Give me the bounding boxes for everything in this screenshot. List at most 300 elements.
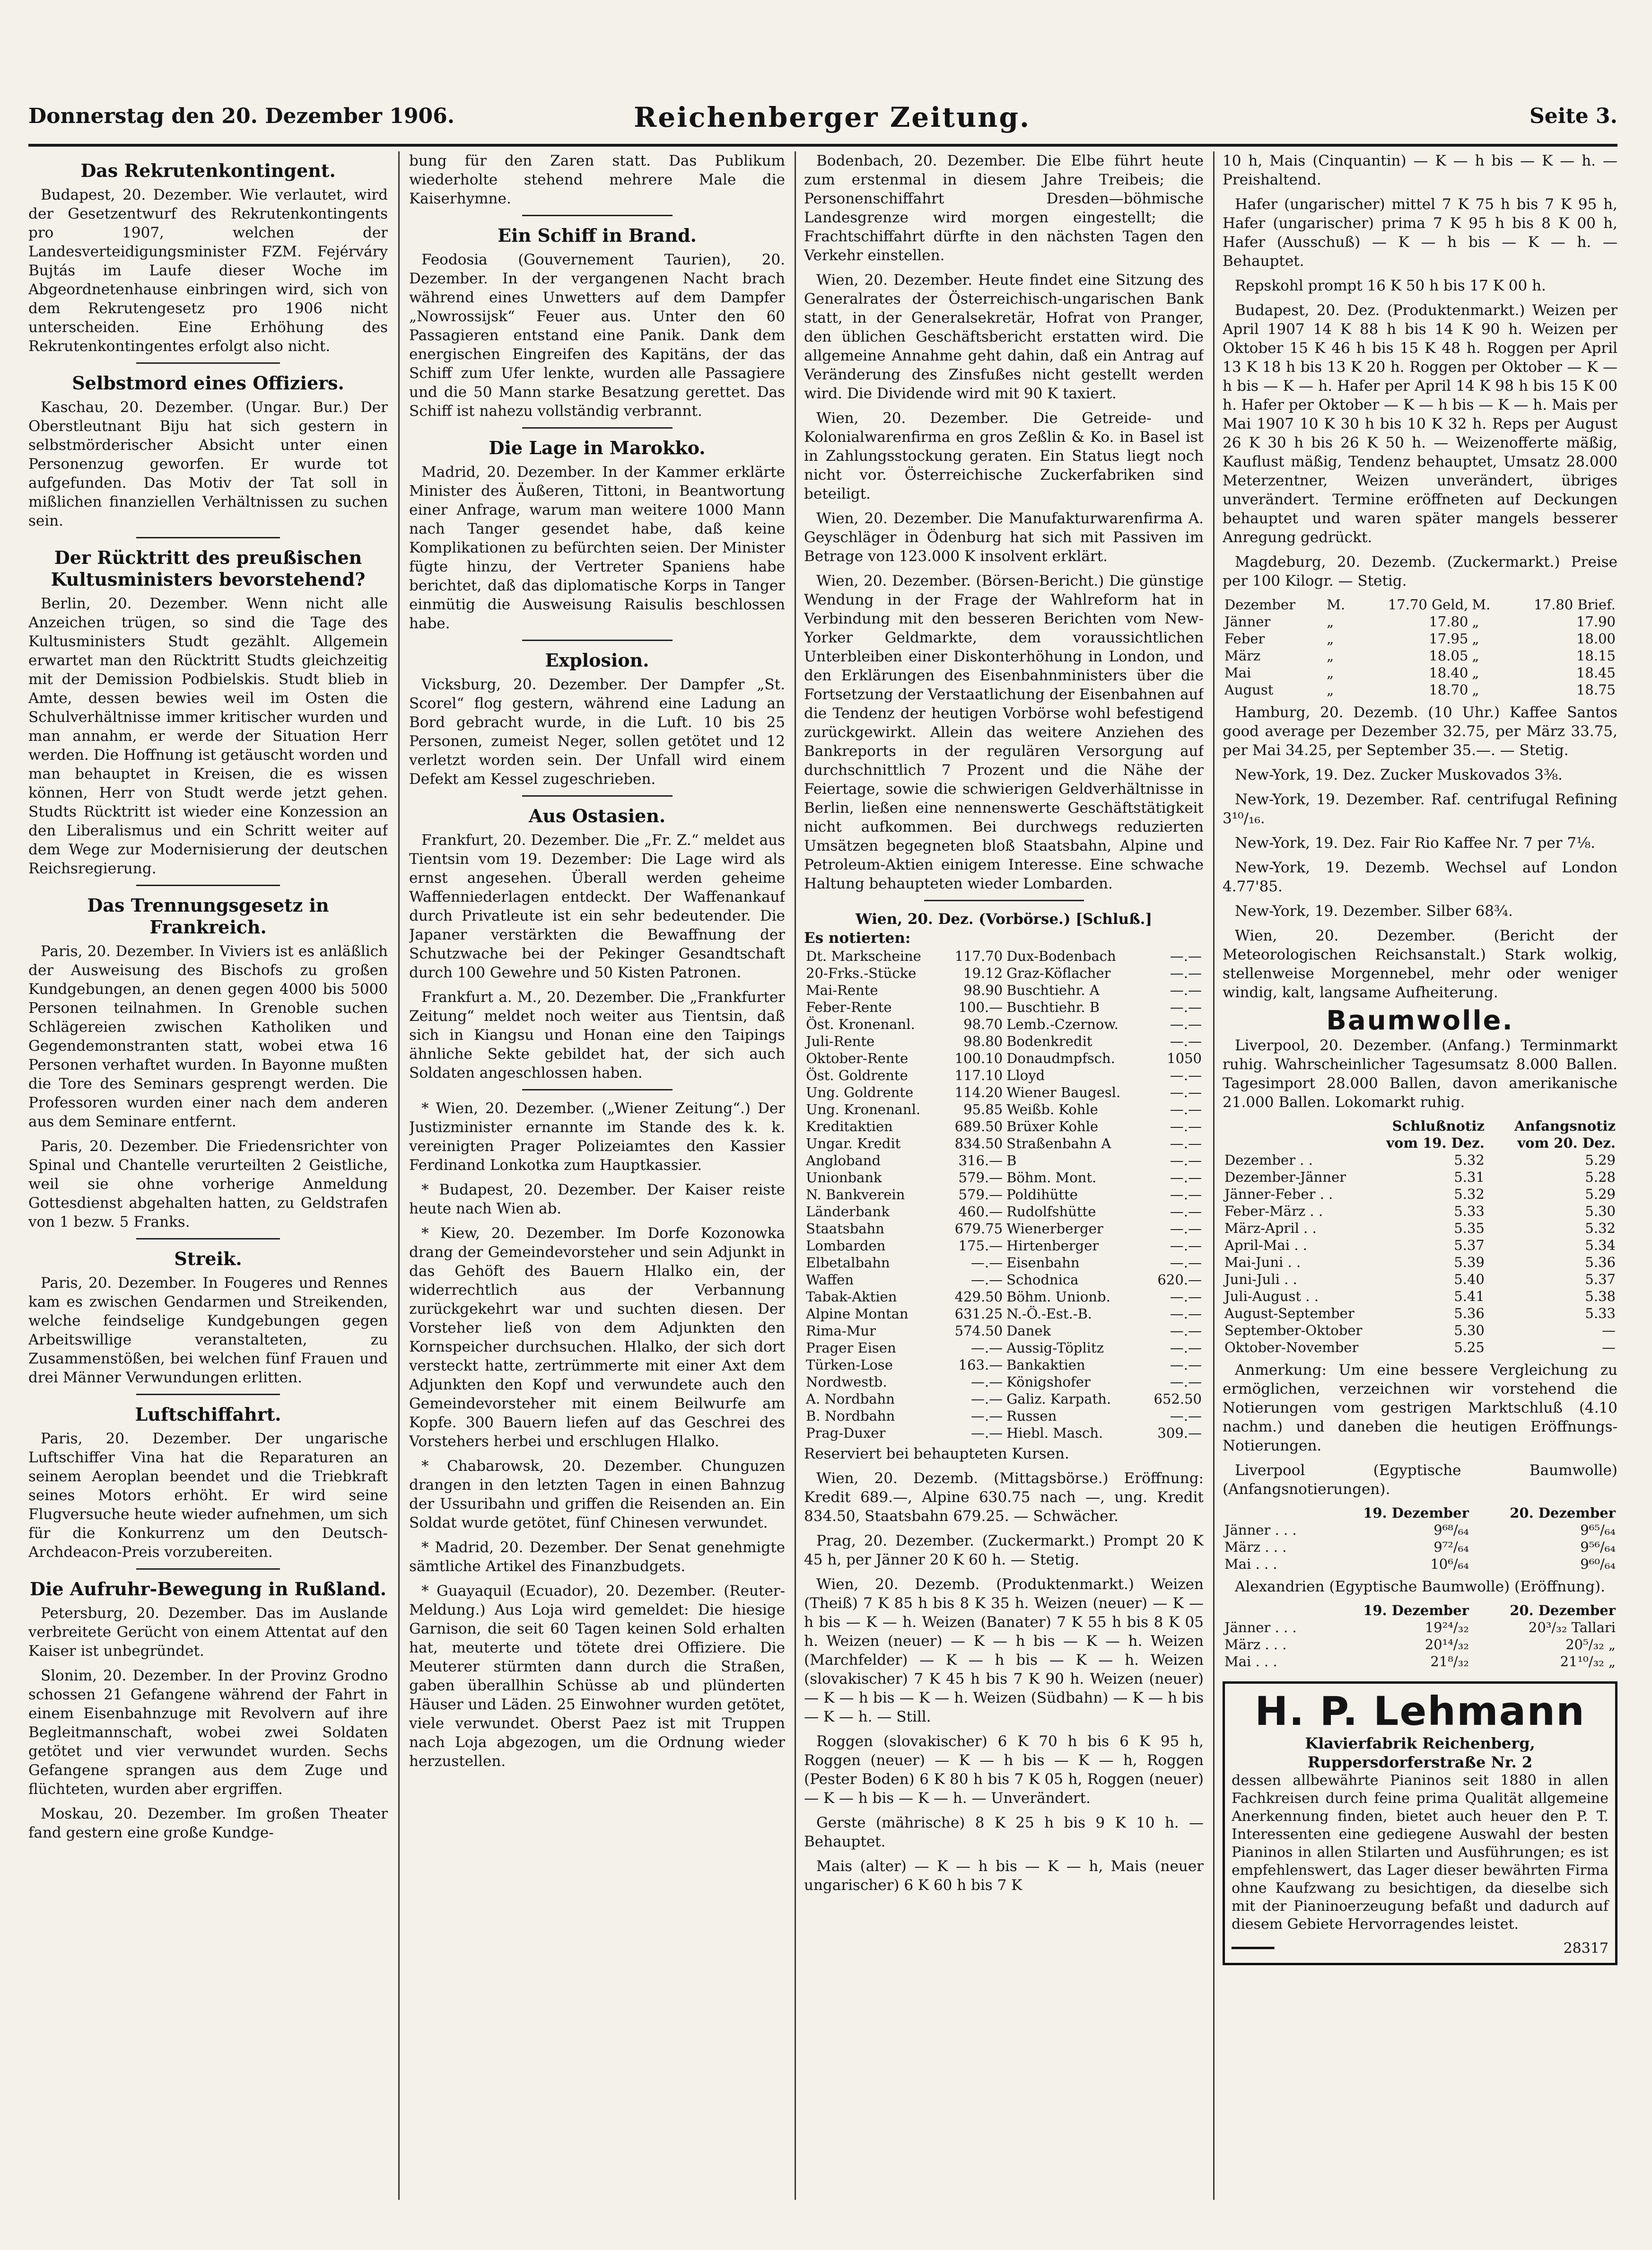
table-cell: 5.30 xyxy=(1585,1203,1616,1219)
separator xyxy=(136,362,280,364)
table-cell: 20¹⁴/₃₂ xyxy=(1425,1636,1469,1652)
stock-quote-row xyxy=(804,948,1204,965)
table-cell: Bankaktien xyxy=(1006,1357,1085,1373)
table-cell: —.— xyxy=(1170,1221,1202,1237)
stock-quote-row xyxy=(804,1101,1204,1118)
alexandria-cotton-row xyxy=(1223,1619,1617,1636)
stock-quote-row xyxy=(804,1407,1204,1424)
article-text: Vicksburg, 20. Dezember. Der Dampfer „St. Scorel“ flog gestern, während eine Ladung an Bord gebracht wurde, in die Luft. 10 bis 25 Personen, zumeist Neger, sollen getötet und 12 verletzt worden sein. Der Unfall wird einem Defekt am Kessel zugeschrieben. xyxy=(409,676,785,788)
table-cell: —.— xyxy=(970,1255,1003,1271)
article-text: Paris, 20. Dezember. In Viviers ist es anläßlich der Ausweisung des Bischofs zu großen Kundgebungen, an denen gegen 4000 bis 5000 Personen teilnahmen. In Grenoble suchen Schlägereien zwischen Katholiken und Gegendemonstranten statt, wobei etwa 16 Personen verhaftet wurden. In Bayonne mußten die Tore des Seminars gesprengt werden. Die Professoren wurden einer nach dem anderen aus dem Seminare entfernt. xyxy=(28,943,388,1130)
table-cell: 21¹⁰/₃₂ „ xyxy=(1560,1653,1616,1670)
table-cell: 579.— xyxy=(958,1187,1003,1203)
table-cell: 163.— xyxy=(958,1357,1003,1373)
article-text: Roggen (slovakischer) 6 K 70 h bis 6 K 95 h, Roggen (neuer) — K — h bis — K — h, Roggen (Pester Boden) 6 K 80 h bis 7 K 05 h, Roggen (neuer) — K — h bis — K — h. — Unverändert. xyxy=(804,1733,1204,1807)
table-cell: 17.70 Geld, xyxy=(1388,597,1468,613)
table-cell: Böhm. Unionb. xyxy=(1006,1289,1110,1305)
table-cell: —.— xyxy=(1170,948,1202,964)
table-cell: 117.10 xyxy=(954,1067,1003,1083)
table-cell: Dezember xyxy=(1224,597,1295,613)
quote-table-subtitle: Es notierten: xyxy=(804,930,911,947)
article-text: * Chabarowsk, 20. Dezember. Chunguzen drangen in den letzten Tagen in einen Bahnzug der Ussuribahn und griffen die Reisenden an. Ein Soldat wurde getötet, fünf Chinesen verwundet. xyxy=(409,1458,785,1531)
stock-quote-row xyxy=(804,1152,1204,1169)
table-cell: —.— xyxy=(1170,1408,1202,1424)
table-cell: 5.29 xyxy=(1585,1186,1616,1202)
table-cell: Aussig-Töplitz xyxy=(1006,1340,1104,1356)
table-cell: 460.— xyxy=(958,1204,1003,1220)
table-cell: 5.35 xyxy=(1454,1220,1485,1236)
article-text: * Kiew, 20. Dezember. Im Dorfe Kozonowka drang der Gemeindevorsteher und sein Adjunkt in das Gehöft des Bauern Hlalko ein, der widerrechtlich aus der Verbannung zurückgekehrt war und suchten diesen. Der Vorsteher ließ von dem Adjunkten den Kornspeicher durchsuchen. Hlalko, der sich dort versteckt hatte, zertrümmerte mit einer Axt dem Adjunkten den Kopf und verwundete auch den Gemeindevorsteher mit einem Beilwurfe am Kopfe. 300 Bauern liefen auf das Geschrei des Vorstehers herbei und erschlugen Hlalko. xyxy=(409,1225,785,1450)
table-cell: —.— xyxy=(1170,1016,1202,1032)
separator xyxy=(136,1394,280,1395)
article-text: Kaschau, 20. Dezember. (Ungar. Bur.) Der Oberstleutnant Biju hat sich gestern in selbstmörderischer Absicht unter einen Personenzug geworfen. Er wurde tot aufgefunden. Das Motiv der Tat soll in mißlichen finanziellen Verhältnissen zu suchen sein. xyxy=(28,399,388,529)
table-cell: 5.33 xyxy=(1454,1203,1485,1219)
table-cell: Tabak-Aktien xyxy=(806,1289,897,1305)
article-title: Die Aufruhr-Bewegung in Rußland. xyxy=(30,1578,386,1600)
table-cell: 309.— xyxy=(1157,1425,1202,1441)
section-title: Baumwolle. xyxy=(1326,1005,1514,1036)
table-cell: 20³/₃₂ Tallari xyxy=(1528,1619,1616,1635)
header-rule xyxy=(28,144,1617,147)
table-cell: 98.70 xyxy=(963,1016,1003,1032)
egypt-cotton-row xyxy=(1223,1521,1617,1538)
article-text: * Wien, 20. Dezember. („Wiener Zeitung“.) Der Justizminister ernannte im Stande des k. k. vereinigten Prager Polizeiamtes den Kassier Ferdinand Lonkotka zum Hauptkassier. xyxy=(409,1100,785,1174)
table-header-cell: Anfangsnotiz vom 20. Dez. xyxy=(1514,1118,1616,1151)
table-cell: August xyxy=(1224,682,1274,698)
table-cell: —.— xyxy=(970,1408,1003,1424)
alexandria-cotton-row xyxy=(1223,1636,1617,1653)
table-cell: Brüxer Kohle xyxy=(1006,1118,1099,1134)
table-cell: Mai-Juni . . xyxy=(1224,1254,1301,1270)
stock-quote-row xyxy=(804,1186,1204,1203)
article-text: Paris, 20. Dezember. Der ungarische Luftschiffer Vina hat die Reparaturen an seinem Aeroplan beendet und die Triebkraft seines Motors erhöht. Er wird seine Flugversuche heute wieder aufnehmen, um sich für die Konkurrenz um den Deutsch-Archdeacon-Preis vorzubereiten. xyxy=(28,1430,388,1561)
separator xyxy=(136,1568,280,1570)
table-cell: „ xyxy=(1327,631,1334,647)
table-cell: B xyxy=(1006,1152,1017,1169)
table-cell: 429.50 xyxy=(954,1289,1003,1305)
table-cell: —.— xyxy=(1170,1306,1202,1322)
sugar-price-row xyxy=(1223,647,1617,664)
table-cell: —.— xyxy=(1170,1101,1202,1117)
table-cell: „ xyxy=(1327,682,1334,698)
ad-code: 28317 xyxy=(1563,1940,1608,1957)
table-cell: 5.32 xyxy=(1454,1186,1485,1202)
table-cell: Lemb.-Czernow. xyxy=(1006,1016,1119,1032)
table-cell: Dux-Bodenbach xyxy=(1006,948,1116,964)
column-divider xyxy=(1213,151,1215,2200)
table-cell: März xyxy=(1224,648,1261,664)
table-cell: — xyxy=(1602,1339,1616,1355)
table-cell: 9⁵⁶/₆₄ xyxy=(1580,1539,1616,1555)
table-cell: —.— xyxy=(1170,1169,1202,1186)
table-cell: 5.32 xyxy=(1585,1220,1616,1236)
table-cell: 5.37 xyxy=(1454,1237,1485,1253)
table-cell: 98.90 xyxy=(963,982,1003,998)
stock-quote-row xyxy=(804,1033,1204,1050)
table-cell: 10⁶/₆₄ xyxy=(1430,1556,1469,1572)
table-cell: 574.50 xyxy=(954,1323,1003,1339)
stock-quote-row xyxy=(804,1118,1204,1135)
table-cell: 100.— xyxy=(958,999,1003,1015)
table-cell: Rima-Mur xyxy=(806,1323,876,1339)
article-title: Die Lage in Marokko. xyxy=(489,437,706,458)
table-cell: Böhm. Mont. xyxy=(1006,1169,1097,1186)
cotton-price-row xyxy=(1223,1288,1617,1305)
stock-quote-row xyxy=(804,1339,1204,1356)
table-cell: N. Bankverein xyxy=(806,1187,905,1203)
table-cell: „ xyxy=(1472,631,1479,647)
article-text: Paris, 20. Dezember. In Fougeres und Rennes kam es zwischen Gendarmen und Streikenden, welche feindselige Kundgebungen gegen Arbeitswillige veranstalteten, zu Zusammenstößen, bei welchen fünf Frauen und drei Männer Verwundungen erlitten. xyxy=(28,1274,388,1386)
table-cell: 5.39 xyxy=(1454,1254,1485,1270)
table-cell: 5.31 xyxy=(1454,1169,1485,1185)
stock-quote-row xyxy=(804,965,1204,982)
alexandria-cotton-table xyxy=(1223,1602,1617,1670)
issue-date: Donnerstag den 20. Dezember 1906. xyxy=(28,104,455,128)
table-cell: 18.40 xyxy=(1429,665,1468,681)
table-cell: Juli-Rente xyxy=(806,1033,875,1049)
table-cell: 9⁷²/₆₄ xyxy=(1433,1539,1469,1555)
stock-quote-table xyxy=(804,948,1204,1441)
table-cell: —.— xyxy=(1170,982,1202,998)
stock-quote-row xyxy=(804,1084,1204,1101)
table-cell: —.— xyxy=(970,1340,1003,1356)
article-text: Hamburg, 20. Dezemb. (10 Uhr.) Kaffee Santos good average per Dezember 32.75, per März 33.75, per Mai 34.25, per September 35.—. — Stetig. xyxy=(1223,704,1617,759)
table-cell: Graz-Köflacher xyxy=(1006,965,1111,981)
table-cell: Feber-Rente xyxy=(806,999,892,1015)
ad-text: dessen allbewährte Pianinos seit 1880 in allen Fachkreisen durch feine prima Qualität allgemeine Anerkennung finden, bietet auch heuer den P. T. Interessenten eine gediegene Auswahl der besten Pianinos in allen Stilarten und Ausführungen; es ist empfehlenswert, das Lager dieser bewährten Firma ohne Kaufzwang zu besichtigen, da dieselbe sich mit der Pianinoerzeugung befaßt und dadurch auf diesem Gebiete Hervorragendes leistet. xyxy=(1232,1772,1608,1933)
article-text: * Guayaquil (Ecuador), 20. Dezember. (Reuter-Meldung.) Aus Loja wird gemeldet: Die hiesige Garnison, die seit 60 Tagen keinen Sold erhalten hat, meuterte und tötete drei Offiziere. Die Meuterer stürmten dann durch die Straßen, gaben überallhin Schüsse ab und plünderten Häuser und Läden. 25 Einwohner wurden getötet, viele verwundet. Oberst Paez ist mit Truppen nach Loja abgezogen, um die Ordnung wieder herzustellen. xyxy=(409,1582,785,1770)
article-text: Liverpool (Egyptische Baumwolle) (Anfangsnotierungen). xyxy=(1223,1462,1617,1498)
article-text: Moskau, 20. Dezember. Im großen Theater fand gestern eine große Kundge- xyxy=(28,1805,388,1841)
table-cell: April-Mai . . xyxy=(1224,1237,1307,1253)
table-cell: 5.30 xyxy=(1454,1322,1485,1338)
article-title: Der Rücktritt des preußischen Kultusministers bevorstehend? xyxy=(51,547,366,590)
table-cell: Ungar. Kredit xyxy=(806,1135,901,1151)
table-cell: „ xyxy=(1327,665,1334,681)
table-cell: Hiebl. Masch. xyxy=(1006,1425,1103,1441)
article-text: bung für den Zaren statt. Das Publikum wiederholte stehend mehrere Male die Kaiserhymne. xyxy=(409,152,785,207)
column-4 xyxy=(1223,151,1617,2200)
table-header-row xyxy=(1223,1602,1617,1619)
stock-quote-row xyxy=(804,1322,1204,1339)
stock-quote-row xyxy=(804,1271,1204,1288)
article-text: Wien, 20. Dezember. Die Getreide- und Kolonialwarenfirma en gros Zeßlin & Ko. in Basel ist in Zahlungsstockung geraten. Ein Status liegt noch nicht vor. Österreichische Zuckerfabriken sind beteiligt. xyxy=(804,410,1204,502)
table-cell: Donaudmpfsch. xyxy=(1006,1050,1115,1066)
table-cell: 5.36 xyxy=(1454,1305,1485,1321)
article-text: Magdeburg, 20. Dezemb. (Zuckermarkt.) Preise per 100 Kilogr. — Stetig. xyxy=(1223,554,1617,589)
table-cell: —.— xyxy=(970,1425,1003,1441)
table-cell: B. Nordbahn xyxy=(806,1408,895,1424)
article-text: Paris, 20. Dezember. Die Friedensrichter von Spinal und Chantelle verurteilten 2 Geistliche, weil sie ohne vorherige Anmeldung Gottesdienst abgehalten hatten, zu Geldstrafen von 1 bezw. 5 Franks. xyxy=(28,1138,388,1230)
stock-quote-row xyxy=(804,1050,1204,1067)
table-cell: N.-Ö.-Est.-B. xyxy=(1006,1306,1093,1322)
table-cell: —.— xyxy=(1170,1118,1202,1134)
table-cell: —.— xyxy=(1170,1357,1202,1373)
table-cell: 5.32 xyxy=(1454,1152,1485,1168)
table-cell: —.— xyxy=(1170,999,1202,1015)
table-cell: 17.80 xyxy=(1429,614,1468,630)
table-cell: 9⁶⁸/₆₄ xyxy=(1433,1522,1469,1538)
table-cell: Angloband xyxy=(806,1152,881,1169)
table-cell: 18.45 xyxy=(1576,665,1616,681)
article-text: Berlin, 20. Dezember. Wenn nicht alle Anzeichen trügen, so sind die Tage des Kultusministers Studt gezählt. Allgemein erwartet man den Rücktritt Studts gleichzeitig mit der Demission Podbielskis. Studt blieb in Amte, dessen bewies weil im Osten die Schulverhältnisse immer kritischer wurden und man annahm, er werde der Situation Herr werden. Die Hoffnung ist getäuscht worden und man behauptet in Kreisen, die es wissen können, Herr von Studt werde jetzt gehen. Studts Rücktritt ist wieder eine Konzession an den Liberalismus und ein Schritt weiter auf dem Wege zur Modernisierung der deutschen Reichsregierung. xyxy=(28,595,388,877)
article-text: 10 h, Mais (Cinquantin) — K — h bis — K — h. — Preishaltend. xyxy=(1223,152,1617,188)
table-header-cell: 19. Dezember xyxy=(1363,1505,1469,1521)
table-cell: 175.— xyxy=(958,1238,1003,1254)
table-cell: Jänner xyxy=(1224,614,1271,630)
table-cell: Eisenbahn xyxy=(1006,1255,1080,1271)
table-cell: 5.37 xyxy=(1585,1271,1616,1287)
article-text: Hafer (ungarischer) mittel 7 K 75 h bis 7 K 95 h, Hafer (ungarischer) prima 7 K 95 h bis 8 K 00 h, Hafer (Ausschuß) — K — h bis — K — h. — Behauptet. xyxy=(1223,196,1617,270)
table-cell: 620.— xyxy=(1157,1272,1202,1288)
table-cell: 5.28 xyxy=(1585,1169,1616,1185)
stock-quote-row xyxy=(804,1424,1204,1441)
ad-subtitle: Klavierfabrik Reichenberg, xyxy=(1305,1734,1535,1752)
table-cell: 9⁶⁰/₆₄ xyxy=(1580,1556,1616,1572)
table-cell: —.— xyxy=(1170,1340,1202,1356)
cotton-price-table xyxy=(1223,1117,1617,1356)
table-cell: 17.95 xyxy=(1429,631,1468,647)
table-cell: Straßenbahn A xyxy=(1006,1135,1111,1151)
stock-quote-row xyxy=(804,1288,1204,1305)
table-cell: Russen xyxy=(1006,1408,1057,1424)
table-cell: Wiener Baugesl. xyxy=(1006,1084,1121,1100)
sugar-price-row xyxy=(1223,681,1617,698)
table-cell: Öst. Goldrente xyxy=(806,1067,908,1083)
table-cell: 17.90 xyxy=(1576,614,1616,630)
table-cell: Ung. Goldrente xyxy=(806,1084,914,1100)
table-cell: 579.— xyxy=(958,1169,1003,1186)
cotton-price-row xyxy=(1223,1169,1617,1186)
article-text: * Budapest, 20. Dezember. Der Kaiser reiste heute nach Wien ab. xyxy=(409,1181,785,1217)
table-cell: „ xyxy=(1327,648,1334,664)
table-cell: März . . . xyxy=(1224,1636,1287,1652)
table-cell: Galiz. Karpath. xyxy=(1006,1391,1111,1407)
table-header-cell: 20. Dezember xyxy=(1510,1505,1616,1521)
table-cell: Nordwestb. xyxy=(806,1374,887,1390)
table-cell: 21⁸/₃₂ xyxy=(1430,1653,1469,1670)
article-text: Wien, 20. Dezember. (Bericht der Meteorologischen Reichsanstalt.) Stark wolkig, stellenweise Morgennebel, mehr oder weniger windig, kalt, langsame Aufheiterung. xyxy=(1223,927,1617,1001)
article-text: Bodenbach, 20. Dezember. Die Elbe führt heute zum erstenmal in diesem Jahre Treibeis; die Personenschiffahrt Dresden—böhmische Landesgrenze wird morgen eingestellt; die Frachtschiffahrt dürfte in den nächsten Tagen den Verkehr einstellen. xyxy=(804,152,1204,264)
table-cell: Schodnica xyxy=(1006,1272,1079,1288)
article-text: Petersburg, 20. Dezember. Das im Auslande verbreitete Gerücht von einem Attentat auf den Kaiser ist unbegründet. xyxy=(28,1605,388,1660)
table-cell: 19²⁴/₃₂ xyxy=(1425,1619,1469,1635)
cotton-price-row xyxy=(1223,1186,1617,1203)
table-cell: Oktober-November xyxy=(1224,1339,1359,1355)
article-text: Reserviert bei behaupteten Kursen. xyxy=(804,1445,1069,1462)
table-cell: 5.34 xyxy=(1585,1237,1616,1253)
table-cell: Dezember-Jänner xyxy=(1224,1169,1346,1185)
table-cell: —.— xyxy=(1170,1255,1202,1271)
article-text: New-York, 19. Dez. Fair Rio Kaffee Nr. 7 per 7⅛. xyxy=(1235,835,1595,852)
ad-company-name: H. P. Lehmann xyxy=(1255,1688,1585,1734)
column-2 xyxy=(409,151,785,2200)
quote-table-title: Wien, 20. Dez. (Vorbörse.) [Schluß.] xyxy=(855,911,1153,928)
article-title: Ein Schiff in Brand. xyxy=(498,225,697,246)
table-cell: —.— xyxy=(1170,1067,1202,1083)
table-cell: September-Oktober xyxy=(1224,1322,1363,1338)
table-cell: Ung. Kronenanl. xyxy=(806,1101,921,1117)
article-text: Madrid, 20. Dezember. In der Kammer erklärte Minister des Äußeren, Tittoni, in Beantwortung einer Anfrage, warum man weitere 1000 Mann nach Tanger gesendet habe, daß keine Komplikationen zu befürchten seien. Der Minister fügte hinzu, der Vertreter Spaniens habe berichtet, daß das diplomatische Korps in Tanger einmütig die Ausweisung Raisulis beschlossen habe. xyxy=(409,464,785,632)
table-header-cell: Schlußnotiz vom 19. Dez. xyxy=(1386,1118,1485,1151)
table-cell: 5.36 xyxy=(1585,1254,1616,1270)
article-text: New-York, 19. Dezember. Raf. centrifugal Refining 3¹⁰/₁₆. xyxy=(1223,791,1617,827)
table-cell: Elbetalbahn xyxy=(806,1255,890,1271)
cotton-price-row xyxy=(1223,1322,1617,1339)
cotton-price-row xyxy=(1223,1271,1617,1288)
cotton-price-row xyxy=(1223,1254,1617,1271)
article-text: Wien, 20. Dezemb. (Mittagsbörse.) Eröffnung: Kredit 689.—, Alpine 630.75 nach —, ung. Kredit 834.50, Staatsbahn 679.25. — Schwächer. xyxy=(804,1470,1204,1525)
separator xyxy=(522,795,673,797)
table-cell: M. xyxy=(1472,597,1491,613)
article-title: Explosion. xyxy=(545,650,649,671)
table-cell: 100.10 xyxy=(954,1050,1003,1066)
ad-ornament: ━━━━━ xyxy=(1232,1940,1275,1957)
table-cell: 316.— xyxy=(958,1152,1003,1169)
table-cell: —.— xyxy=(1170,1238,1202,1254)
egypt-cotton-row xyxy=(1223,1538,1617,1556)
separator xyxy=(924,900,1084,901)
column-divider xyxy=(795,151,796,2200)
column-divider xyxy=(398,151,400,2200)
article-title: Selbstmord eines Offiziers. xyxy=(72,372,344,394)
table-cell: —.— xyxy=(1170,1323,1202,1339)
table-cell: Jänner . . . xyxy=(1224,1619,1297,1635)
table-header-cell: 19. Dezember xyxy=(1363,1602,1469,1618)
table-cell: 631.25 xyxy=(954,1306,1003,1322)
table-cell: Weißb. Kohle xyxy=(1006,1101,1098,1117)
table-header-row xyxy=(1223,1117,1617,1151)
article-text: Anmerkung: Um eine bessere Vergleichung zu ermöglichen, verzeichnen wir vorstehend die Notierungen vom gestrigen Marktschluß (4.10 nachm.) und daneben die heutigen Eröffnungs-Notierungen. xyxy=(1223,1362,1617,1454)
stock-quote-row xyxy=(804,1373,1204,1390)
table-cell: Danek xyxy=(1006,1323,1051,1339)
article-text: Liverpool, 20. Dezember. (Anfang.) Terminmarkt ruhig. Wahrscheinlicher Tagesumsatz 8.000 Ballen. Tagesimport 28.000 Ballen, davon amerikanische 21.000 Ballen. Lokomarkt ruhig. xyxy=(1223,1037,1617,1111)
table-header-row xyxy=(1223,1504,1617,1521)
table-cell: —.— xyxy=(1170,1135,1202,1151)
table-cell: „ xyxy=(1472,648,1479,664)
article-title: Streik. xyxy=(174,1248,242,1269)
page-header xyxy=(28,101,1617,142)
table-cell: 117.70 xyxy=(954,948,1003,964)
table-cell: M. xyxy=(1327,597,1346,613)
table-cell: Bodenkredit xyxy=(1006,1033,1093,1049)
table-cell: 679.75 xyxy=(954,1221,1003,1237)
table-cell: Staatsbahn xyxy=(806,1221,884,1237)
sugar-price-row xyxy=(1223,664,1617,681)
separator xyxy=(136,1238,280,1239)
table-cell: Feber xyxy=(1224,631,1265,647)
table-cell: August-September xyxy=(1224,1305,1355,1321)
article-title: Das Rekrutenkontingent. xyxy=(80,160,336,181)
alexandria-cotton-row xyxy=(1223,1653,1617,1670)
table-cell: 834.50 xyxy=(954,1135,1003,1151)
article-text: Frankfurt, 20. Dezember. Die „Fr. Z.“ meldet aus Tientsin vom 19. Dezember: Die Lage wird als ernst angesehen. Überall werden geheime Waffenniederlagen entdeckt. Der Waffenankauf durch Privatleute ist ein sehr bedeutender. Die Japaner verstärkten die Bewaffnung der Schutzwache bei der Pekinger Gesandtschaft durch 100 Gewehre und 50 Kisten Patronen. xyxy=(409,832,785,981)
table-cell: 114.20 xyxy=(954,1084,1003,1100)
table-cell: 19.12 xyxy=(963,965,1003,981)
egypt-cotton-table xyxy=(1223,1504,1617,1573)
table-cell: Rudolfshütte xyxy=(1006,1204,1096,1220)
table-cell: Länderbank xyxy=(806,1204,890,1220)
cotton-price-row xyxy=(1223,1220,1617,1237)
advertisement xyxy=(1223,1681,1617,1965)
article-title: Luftschiffahrt. xyxy=(135,1404,281,1425)
article-text: Repskohl prompt 16 K 50 h bis 17 K 00 h. xyxy=(1235,277,1546,294)
table-cell: Dezember . . xyxy=(1224,1152,1313,1168)
table-cell: —.— xyxy=(970,1391,1003,1407)
separator xyxy=(522,427,673,429)
table-cell: März . . . xyxy=(1224,1539,1287,1555)
table-cell: Waffen xyxy=(806,1272,854,1288)
stock-quote-row xyxy=(804,1135,1204,1152)
table-cell: Alpine Montan xyxy=(806,1306,909,1322)
table-cell: 1050 xyxy=(1167,1050,1202,1066)
table-cell: Mai xyxy=(1224,665,1251,681)
stock-quote-row xyxy=(804,982,1204,999)
article-text: Budapest, 20. Dezember. Wie verlautet, wird der Gesetzentwurf des Rekrutenkontingents pro 1907, welchen der Landesverteidigungsminister FZM. Fejérváry Bujtás im Laufe dieser Woche im Abgeordnetenhause einbringen wird, sich von dem Rekrutengesetz pro 1906 nicht unterscheiden. Eine Erhöhung des Rekrutenkontingentes erfolgt also nicht. xyxy=(28,186,388,355)
article-title: Das Trennungsgesetz in Frankreich. xyxy=(87,895,329,938)
table-cell: —.— xyxy=(1170,1033,1202,1049)
table-cell: A. Nordbahn xyxy=(806,1391,895,1407)
table-cell: Juni-Juli . . xyxy=(1224,1271,1297,1287)
table-cell: Prager Eisen xyxy=(806,1340,896,1356)
table-header-cell xyxy=(1223,1504,1324,1521)
table-cell: —.— xyxy=(970,1374,1003,1390)
sugar-price-row xyxy=(1223,630,1617,647)
table-header-cell: 20. Dezember xyxy=(1510,1602,1616,1618)
table-cell: —.— xyxy=(1170,1152,1202,1169)
newspaper-page xyxy=(28,24,1617,2238)
stock-quote-row xyxy=(804,1220,1204,1237)
table-cell: „ xyxy=(1472,682,1479,698)
table-cell: 20-Frks.-Stücke xyxy=(806,965,917,981)
ad-address: Ruppersdorferstraße Nr. 2 xyxy=(1307,1753,1533,1771)
article-text: Prag, 20. Dezember. (Zuckermarkt.) Prompt 20 K 45 h, per Jänner 20 K 60 h. — Stetig. xyxy=(804,1532,1204,1568)
table-header-cell xyxy=(1223,1602,1324,1619)
stock-quote-row xyxy=(804,1254,1204,1271)
table-cell: 5.41 xyxy=(1454,1288,1485,1304)
table-cell: —.— xyxy=(1170,1289,1202,1305)
article-text: Wien, 20. Dezember. Die Manufakturwarenfirma A. Geyschläger in Ödenburg hat sich mit Passiven im Betrage von 123.000 K insolvent erklärt. xyxy=(804,510,1204,565)
masthead-title: Reichenberger Zeitung. xyxy=(634,101,1031,133)
article-text: Gerste (mährische) 8 K 25 h bis 9 K 10 h. — Behauptet. xyxy=(804,1814,1204,1850)
table-cell: „ xyxy=(1327,614,1334,630)
article-text: Alexandrien (Egyptische Baumwolle) (Eröffnung). xyxy=(1235,1578,1605,1595)
table-cell: 9⁶⁵/₆₄ xyxy=(1580,1522,1616,1538)
table-cell: Mai . . . xyxy=(1224,1556,1277,1572)
separator xyxy=(522,215,673,216)
table-cell: Buschtiehr. A xyxy=(1006,982,1100,998)
column-3 xyxy=(804,151,1204,2200)
table-cell: März-April . . xyxy=(1224,1220,1317,1236)
stock-quote-row xyxy=(804,1169,1204,1186)
table-cell: Wienerberger xyxy=(1006,1221,1103,1237)
sugar-price-table xyxy=(1223,596,1617,698)
table-cell: Mai-Rente xyxy=(806,982,878,998)
egypt-cotton-row xyxy=(1223,1556,1617,1573)
table-cell: Buschtiehr. B xyxy=(1006,999,1100,1015)
table-cell: 5.33 xyxy=(1585,1305,1616,1321)
article-text: Budapest, 20. Dez. (Produktenmarkt.) Weizen per April 1907 14 K 88 h bis 14 K 90 h. Weizen per Oktober 15 K 46 h bis 15 K 48 h. Roggen per April 13 K 18 h bis 13 K 20 h. Roggen per Oktober — K — h bis — K — h. Hafer per April 14 K 98 h bis 15 K 00 h. Hafer per Oktober — K — h bis — K — h. Mais per Mai 1907 10 K 30 h bis 10 K 32 h. Reps per August 26 K 30 h bis 26 K 50 h. — Weizenofferte mäßig, Kauflust mäßig, Tendenz behauptet, Umsatz 28.000 Meterzentner, Weizen unverändert, übriges unverändert. Termine eröffneten auf Deckungen behauptet und waren später mangels besserer Anregung gedrückt. xyxy=(1223,302,1617,546)
cotton-price-row xyxy=(1223,1151,1617,1169)
table-cell: 5.38 xyxy=(1585,1288,1616,1304)
stock-quote-row xyxy=(804,999,1204,1016)
separator xyxy=(136,885,280,886)
table-cell: 18.70 xyxy=(1429,682,1468,698)
table-cell: Jänner . . . xyxy=(1224,1522,1297,1538)
stock-quote-row xyxy=(804,1305,1204,1322)
table-cell: Kreditaktien xyxy=(806,1118,893,1134)
table-cell: 689.50 xyxy=(954,1118,1003,1134)
